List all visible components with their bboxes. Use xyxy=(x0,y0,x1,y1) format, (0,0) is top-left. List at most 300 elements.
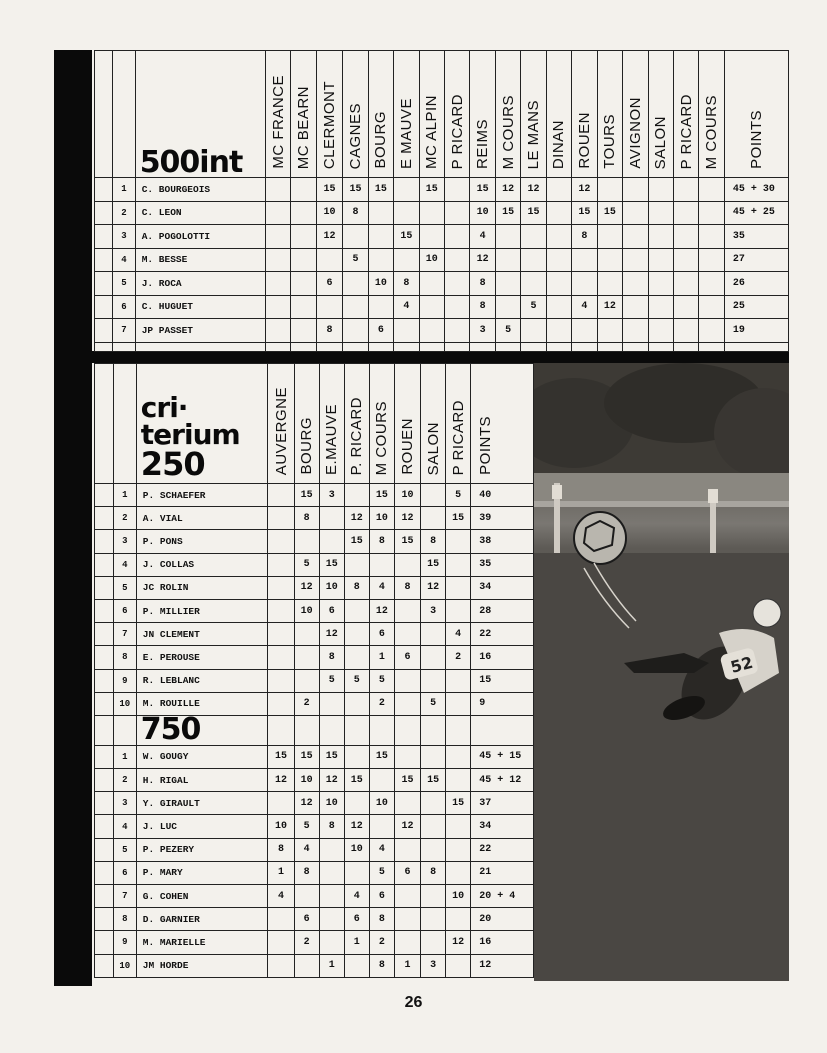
column-header: M COURS xyxy=(373,400,391,475)
score-cell xyxy=(394,201,419,225)
rider-name: G. COHEN xyxy=(136,885,268,908)
score-cell: 12 xyxy=(446,931,471,954)
score-cell xyxy=(648,225,673,249)
page-number: 26 xyxy=(404,994,423,1011)
table-row xyxy=(95,178,789,202)
score-cell xyxy=(446,908,471,931)
score-cell xyxy=(394,319,419,343)
score-cell xyxy=(421,792,446,815)
points-cell: 45 + 25 xyxy=(724,201,788,225)
score-cell xyxy=(673,178,698,202)
section-title-criterium-250: 250 xyxy=(140,444,205,483)
score-cell xyxy=(421,815,446,838)
rank: 10 xyxy=(113,954,136,977)
score-cell xyxy=(394,838,420,861)
score-cell xyxy=(319,530,344,553)
score-cell xyxy=(394,908,420,931)
rider-name: M. MARIELLE xyxy=(136,931,268,954)
score-cell xyxy=(419,295,444,319)
table-row xyxy=(95,530,534,553)
score-cell xyxy=(394,692,420,715)
score-cell xyxy=(648,319,673,343)
rider-name: P. PEZERY xyxy=(136,838,268,861)
score-cell: 2 xyxy=(369,692,394,715)
score-cell: 12 xyxy=(470,248,495,272)
score-cell xyxy=(368,295,393,319)
score-cell xyxy=(597,248,622,272)
rider-name: JC ROLIN xyxy=(136,576,268,599)
section-divider-bar xyxy=(92,351,789,363)
score-cell: 12 xyxy=(294,576,319,599)
column-header: MC ALPIN xyxy=(423,94,441,169)
score-cell: 8 xyxy=(294,507,319,530)
column-header: SALON xyxy=(652,115,670,169)
column-header: E MAUVE xyxy=(397,97,415,169)
points-cell: 19 xyxy=(724,319,788,343)
score-cell xyxy=(369,553,394,576)
score-cell xyxy=(673,272,698,296)
score-cell xyxy=(597,225,622,249)
score-cell xyxy=(699,272,724,296)
score-cell: 15 xyxy=(446,507,471,530)
score-cell xyxy=(446,815,471,838)
score-cell xyxy=(294,669,319,692)
score-cell xyxy=(673,319,698,343)
score-cell: 10 xyxy=(369,507,394,530)
score-cell xyxy=(319,861,344,884)
rider-name: P. PONS xyxy=(136,530,268,553)
column-header: P RICARD xyxy=(677,93,695,169)
rank: 6 xyxy=(113,861,136,884)
score-cell xyxy=(291,319,316,343)
score-cell xyxy=(446,745,471,768)
score-cell xyxy=(419,272,444,296)
table-row xyxy=(95,248,789,272)
score-cell: 6 xyxy=(368,319,393,343)
score-cell: 12 xyxy=(294,792,319,815)
score-cell: 4 xyxy=(572,295,597,319)
points-cell: 40 xyxy=(471,484,534,507)
score-cell xyxy=(343,272,368,296)
points-cell: 28 xyxy=(471,599,534,622)
racing-photo xyxy=(534,363,789,981)
column-header: POINTS xyxy=(477,416,495,475)
score-cell xyxy=(546,272,571,296)
score-cell: 10 xyxy=(344,838,369,861)
table-row xyxy=(95,599,534,622)
table-row xyxy=(95,295,789,319)
score-cell: 6 xyxy=(319,599,344,622)
score-cell: 12 xyxy=(572,178,597,202)
score-cell xyxy=(268,599,294,622)
score-cell: 10 xyxy=(316,201,342,225)
score-cell xyxy=(597,319,622,343)
score-cell xyxy=(268,484,294,507)
column-header: P RICARD xyxy=(449,399,467,475)
score-cell xyxy=(419,201,444,225)
score-cell xyxy=(344,954,369,977)
score-cell xyxy=(699,225,724,249)
score-cell: 10 xyxy=(368,272,393,296)
table-row xyxy=(95,954,534,977)
score-cell xyxy=(268,931,294,954)
column-header: POINTS xyxy=(747,110,765,169)
rider-name: C. HUGUET xyxy=(135,295,265,319)
score-cell xyxy=(421,646,446,669)
table-row xyxy=(95,553,534,576)
score-cell: 10 xyxy=(394,484,420,507)
rank: 7 xyxy=(113,319,135,343)
score-cell: 5 xyxy=(343,248,368,272)
score-cell xyxy=(344,599,369,622)
score-cell xyxy=(265,272,290,296)
table-row xyxy=(95,623,534,646)
score-cell: 5 xyxy=(369,861,394,884)
score-cell xyxy=(291,178,316,202)
score-cell xyxy=(265,201,290,225)
score-cell xyxy=(319,692,344,715)
points-cell: 34 xyxy=(471,576,534,599)
score-cell: 8 xyxy=(319,646,344,669)
points-cell: 26 xyxy=(724,272,788,296)
rider-name: M. BESSE xyxy=(135,248,265,272)
score-cell: 1 xyxy=(268,861,294,884)
rider-name: JP PASSET xyxy=(135,319,265,343)
score-cell: 15 xyxy=(368,178,393,202)
score-cell xyxy=(394,931,420,954)
section-title-750: 750 xyxy=(140,715,201,746)
score-cell xyxy=(268,692,294,715)
column-header: MC FRANCE xyxy=(269,75,287,169)
score-cell xyxy=(699,295,724,319)
score-cell xyxy=(446,838,471,861)
score-cell: 1 xyxy=(319,954,344,977)
score-cell: 15 xyxy=(344,530,369,553)
points-cell: 35 xyxy=(724,225,788,249)
rank: 5 xyxy=(113,838,136,861)
score-cell: 15 xyxy=(394,769,420,792)
rider-name: P. MARY xyxy=(136,861,268,884)
score-cell xyxy=(319,507,344,530)
score-cell: 12 xyxy=(421,576,446,599)
score-cell xyxy=(699,201,724,225)
score-cell: 15 xyxy=(572,201,597,225)
score-cell xyxy=(265,248,290,272)
score-cell: 15 xyxy=(319,553,344,576)
score-cell: 8 xyxy=(344,576,369,599)
rank: 9 xyxy=(113,669,136,692)
score-cell: 12 xyxy=(316,225,342,249)
score-cell: 6 xyxy=(394,646,420,669)
score-cell xyxy=(268,646,294,669)
score-cell xyxy=(495,248,520,272)
score-cell xyxy=(673,225,698,249)
score-cell xyxy=(445,295,470,319)
rider-name: J. LUC xyxy=(136,815,268,838)
rider-name: M. ROUILLE xyxy=(136,692,268,715)
rank: 3 xyxy=(113,225,135,249)
score-cell: 1 xyxy=(344,931,369,954)
table-row xyxy=(95,576,534,599)
score-cell xyxy=(368,201,393,225)
points-cell: 25 xyxy=(724,295,788,319)
score-cell: 10 xyxy=(369,792,394,815)
score-cell xyxy=(368,248,393,272)
score-cell: 4 xyxy=(268,885,294,908)
score-cell: 6 xyxy=(316,272,342,296)
points-cell: 9 xyxy=(471,692,534,715)
score-cell: 15 xyxy=(319,745,344,768)
score-cell: 8 xyxy=(394,576,420,599)
table-row xyxy=(95,885,534,908)
score-cell xyxy=(648,201,673,225)
score-cell xyxy=(419,319,444,343)
score-cell xyxy=(268,908,294,931)
score-cell xyxy=(446,576,471,599)
table-row xyxy=(95,319,789,343)
column-header: BOURG xyxy=(372,111,390,169)
score-cell: 5 xyxy=(344,669,369,692)
score-cell xyxy=(344,861,369,884)
score-cell xyxy=(394,669,420,692)
rank: 1 xyxy=(113,178,135,202)
score-cell: 5 xyxy=(446,484,471,507)
score-cell xyxy=(597,272,622,296)
score-cell: 12 xyxy=(319,769,344,792)
score-cell xyxy=(319,931,344,954)
score-cell xyxy=(445,248,470,272)
points-cell: 16 xyxy=(471,931,534,954)
column-header: P. RICARD xyxy=(348,396,366,475)
score-cell xyxy=(294,623,319,646)
score-cell: 15 xyxy=(369,745,394,768)
points-cell: 16 xyxy=(471,646,534,669)
score-cell xyxy=(421,507,446,530)
rider-name: JM HORDE xyxy=(136,954,268,977)
score-cell xyxy=(446,692,471,715)
rank: 1 xyxy=(113,745,136,768)
score-cell: 6 xyxy=(394,861,420,884)
column-header: P RICARD xyxy=(448,93,466,169)
score-cell xyxy=(394,599,420,622)
column-header: E.MAUVE xyxy=(323,403,341,475)
rank: 9 xyxy=(113,931,136,954)
score-cell xyxy=(291,295,316,319)
score-cell: 15 xyxy=(268,745,294,768)
column-header: CAGNES xyxy=(346,102,364,169)
points-cell: 34 xyxy=(471,815,534,838)
rank: 2 xyxy=(113,507,136,530)
points-cell: 35 xyxy=(471,553,534,576)
score-cell xyxy=(546,319,571,343)
score-cell: 4 xyxy=(446,623,471,646)
score-cell xyxy=(265,319,290,343)
score-cell: 12 xyxy=(495,178,520,202)
score-cell xyxy=(268,792,294,815)
score-cell xyxy=(673,248,698,272)
score-cell: 12 xyxy=(394,815,420,838)
score-cell: 1 xyxy=(394,954,420,977)
score-cell: 10 xyxy=(294,599,319,622)
score-cell: 6 xyxy=(344,908,369,931)
points-cell: 15 xyxy=(471,669,534,692)
score-cell xyxy=(673,295,698,319)
score-cell xyxy=(291,201,316,225)
rider-name: W. GOUGY xyxy=(136,745,268,768)
score-cell xyxy=(421,931,446,954)
score-cell: 15 xyxy=(344,769,369,792)
column-header: M COURS xyxy=(499,94,517,169)
score-cell xyxy=(445,225,470,249)
score-cell: 12 xyxy=(344,507,369,530)
score-cell xyxy=(265,225,290,249)
score-cell xyxy=(446,530,471,553)
score-cell xyxy=(268,669,294,692)
score-cell: 2 xyxy=(294,692,319,715)
score-cell xyxy=(446,599,471,622)
score-cell: 3 xyxy=(421,599,446,622)
score-cell: 2 xyxy=(446,646,471,669)
column-header: M COURS xyxy=(703,94,721,169)
points-cell: 45 + 15 xyxy=(471,745,534,768)
score-cell xyxy=(446,669,471,692)
score-cell xyxy=(319,838,344,861)
rider-name: J. ROCA xyxy=(135,272,265,296)
score-cell xyxy=(572,272,597,296)
score-cell xyxy=(446,769,471,792)
score-cell xyxy=(445,178,470,202)
score-cell: 15 xyxy=(446,792,471,815)
score-cell: 8 xyxy=(369,530,394,553)
score-cell xyxy=(268,623,294,646)
score-cell xyxy=(421,669,446,692)
points-cell: 22 xyxy=(471,623,534,646)
score-cell xyxy=(368,225,393,249)
rider-name: D. GARNIER xyxy=(136,908,268,931)
score-cell: 3 xyxy=(421,954,446,977)
table-row xyxy=(95,201,789,225)
score-cell: 15 xyxy=(294,745,319,768)
score-cell xyxy=(495,225,520,249)
score-cell xyxy=(268,576,294,599)
table-row xyxy=(95,769,534,792)
rider-name: J. COLLAS xyxy=(136,553,268,576)
score-cell: 12 xyxy=(344,815,369,838)
table-row xyxy=(95,931,534,954)
score-cell: 15 xyxy=(470,178,495,202)
score-cell xyxy=(344,745,369,768)
rank: 3 xyxy=(113,792,136,815)
score-cell xyxy=(265,178,290,202)
rank: 1 xyxy=(113,484,136,507)
table-row xyxy=(95,815,534,838)
score-cell: 5 xyxy=(495,319,520,343)
score-cell xyxy=(294,646,319,669)
score-cell xyxy=(268,553,294,576)
score-cell: 6 xyxy=(294,908,319,931)
column-header: TOURS xyxy=(601,114,619,169)
score-cell xyxy=(419,225,444,249)
score-cell xyxy=(648,178,673,202)
score-cell xyxy=(369,769,394,792)
score-cell: 10 xyxy=(446,885,471,908)
table-row xyxy=(95,792,534,815)
score-cell xyxy=(623,295,648,319)
score-cell xyxy=(623,272,648,296)
score-cell: 12 xyxy=(369,599,394,622)
score-cell: 5 xyxy=(421,692,446,715)
score-cell xyxy=(319,908,344,931)
rank: 4 xyxy=(113,248,135,272)
score-cell: 5 xyxy=(369,669,394,692)
score-cell: 15 xyxy=(369,484,394,507)
column-header: SALON xyxy=(424,421,442,475)
score-cell xyxy=(445,201,470,225)
score-cell: 8 xyxy=(369,954,394,977)
section-title-criterium-250: cri· xyxy=(140,391,188,425)
score-cell: 5 xyxy=(294,815,319,838)
rider-name: C. LEON xyxy=(135,201,265,225)
column-header: LE MANS xyxy=(525,99,543,169)
score-cell xyxy=(344,792,369,815)
score-cell: 15 xyxy=(421,769,446,792)
score-cell xyxy=(421,908,446,931)
score-cell xyxy=(521,272,546,296)
score-cell xyxy=(623,201,648,225)
score-cell xyxy=(699,248,724,272)
score-cell xyxy=(344,553,369,576)
points-cell: 22 xyxy=(471,838,534,861)
score-cell: 10 xyxy=(419,248,444,272)
section-title-criterium-250: terium xyxy=(140,418,240,452)
score-cell: 15 xyxy=(419,178,444,202)
score-cell xyxy=(648,295,673,319)
score-cell xyxy=(495,272,520,296)
score-cell: 15 xyxy=(294,484,319,507)
score-cell: 8 xyxy=(369,908,394,931)
points-cell: 27 xyxy=(724,248,788,272)
score-cell xyxy=(319,885,344,908)
score-cell xyxy=(394,248,419,272)
score-cell xyxy=(344,692,369,715)
column-header: ROUEN xyxy=(575,112,593,169)
score-cell xyxy=(572,248,597,272)
score-cell: 8 xyxy=(572,225,597,249)
section-title-500int: 500int xyxy=(139,144,243,178)
score-cell: 8 xyxy=(421,861,446,884)
score-cell xyxy=(446,861,471,884)
score-cell: 15 xyxy=(316,178,342,202)
table-row xyxy=(95,484,534,507)
score-cell xyxy=(369,815,394,838)
score-cell xyxy=(344,646,369,669)
rider-name: Y. GIRAULT xyxy=(136,792,268,815)
score-cell: 2 xyxy=(294,931,319,954)
score-cell xyxy=(394,178,419,202)
score-cell: 2 xyxy=(369,931,394,954)
rank: 2 xyxy=(113,769,136,792)
score-cell: 4 xyxy=(294,838,319,861)
score-cell xyxy=(572,319,597,343)
score-cell xyxy=(623,248,648,272)
column-header: ROUEN xyxy=(398,418,416,475)
score-cell: 8 xyxy=(394,272,419,296)
rank: 7 xyxy=(113,885,136,908)
score-cell: 15 xyxy=(521,201,546,225)
score-cell: 4 xyxy=(394,295,419,319)
rank: 7 xyxy=(113,623,136,646)
score-cell xyxy=(421,623,446,646)
